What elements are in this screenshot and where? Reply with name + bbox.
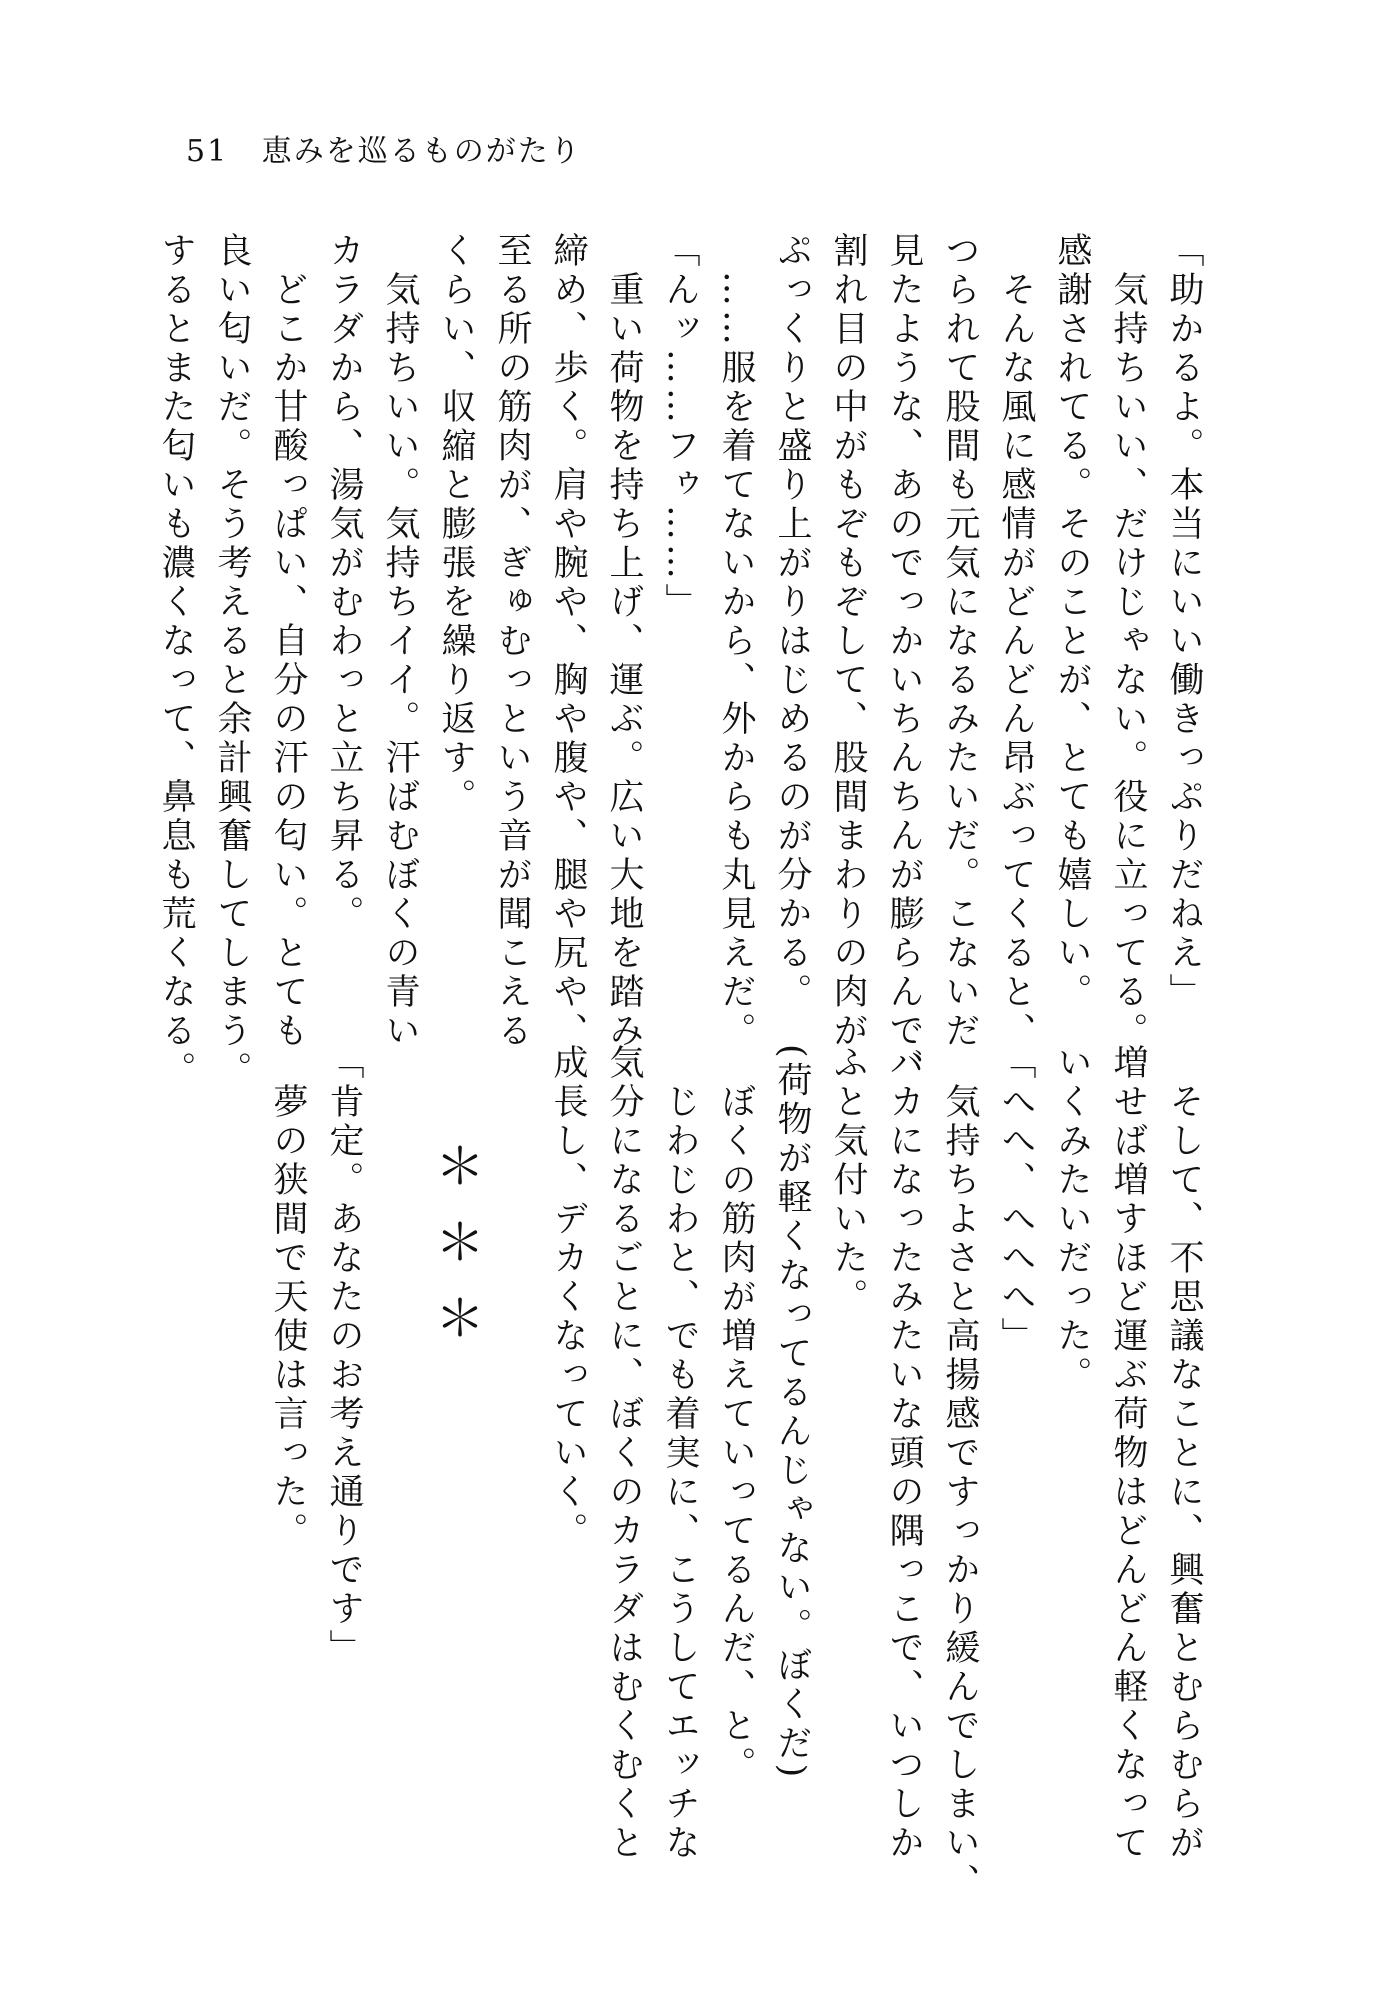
text-line: するとまた匂いも濃くなって、鼻息も荒くなる。: [156, 232, 196, 1090]
text-line: 気持ちよさと高揚感ですっかり緩んでしまい、: [940, 1044, 980, 1902]
text-line: 増せば増すほど運ぶ荷物はどんどん軽くなって: [1108, 1044, 1148, 1863]
blank-line: [484, 1044, 540, 1804]
text-line: カラダから、湯気がむわっと立ち昇る。: [324, 232, 364, 934]
scene-break: ＊＊＊: [427, 1140, 485, 1368]
text-line: 「へへ、へへへ」: [996, 1044, 1036, 1356]
text-line: 成長し、デカくなっていく。: [548, 1044, 588, 1551]
text-block-lower: [260, 1044, 1212, 1902]
text-line: どこか甘酸っぱい、自分の汗の匂い。とても: [268, 232, 308, 1051]
running-header: [186, 126, 582, 170]
text-line: 気持ちいい、だけじゃない。役に立ってる。: [1108, 232, 1148, 1051]
text-line: 「んッ……フゥ……」: [660, 232, 700, 622]
blank-line: [372, 1044, 428, 1804]
text-line: 感謝されてる。そのことが、とても嬉しい。: [1052, 232, 1092, 1012]
text-line: いくみたいだった。: [1052, 1044, 1092, 1395]
text-line: (荷物が軽くなってるんじゃない。ぼくだ): [772, 1044, 812, 1782]
text-line: 良い匂いだ。そう考えると余計興奮してしまう。: [212, 232, 252, 1090]
text-line: 「肯定。あなたのお考え通りです」: [324, 1044, 364, 1668]
text-block-upper: [148, 232, 1212, 1090]
text-line: バカになったみたいな頭の隅っこで、いつしか: [884, 1044, 924, 1863]
text-line: つられて股間も元気になるみたいだ。こないだ: [940, 232, 980, 1051]
text-line: 至る所の筋肉が、ぎゅむっという音が聞こえる: [492, 232, 532, 1051]
text-line: 「助かるよ。本当にいい働きっぷりだねえ」: [1164, 232, 1204, 1012]
text-line: ……服を着てないから、外からも丸見えだ。: [716, 232, 756, 1051]
text-line: 締め、歩く。肩や腕や、胸や腹や、腿や尻や、: [548, 232, 588, 1051]
text-line: ぼくの筋肉が増えていってるんだ、と。: [716, 1044, 756, 1785]
text-line: 気分になるごとに、ぼくのカラダはむくむくと: [604, 1044, 644, 1863]
text-line: くらい、収縮と膨張を繰り返す。: [436, 232, 476, 817]
text-line: そんな風に感情がどんどん昂ぶってくると、: [996, 232, 1036, 1051]
text-line: 重い荷物を持ち上げ、運ぶ。広い大地を踏み: [604, 232, 644, 1051]
page-number: 51: [186, 134, 229, 169]
text-line: 割れ目の中がもぞもぞして、股間まわりの肉が: [828, 232, 868, 1051]
book-title: 恵みを巡るものがたり: [261, 134, 582, 169]
text-line: ふと気付いた。: [828, 1044, 868, 1317]
text-line: 見たような、あのでっかいちんちんが膨らんで、: [884, 232, 924, 1090]
text-line: そして、不思議なことに、興奮とむらむらが: [1164, 1044, 1204, 1863]
text-line: じわじわと、でも着実に、こうしてエッチな: [660, 1044, 700, 1863]
text-line: 夢の狭間で天使は言った。: [268, 1044, 308, 1551]
text-line: ぷっくりと盛り上がりはじめるのが分かる。: [772, 232, 812, 1012]
text-line: 気持ちいい。気持ちイイ。汗ばむぼくの青い: [380, 232, 420, 1051]
